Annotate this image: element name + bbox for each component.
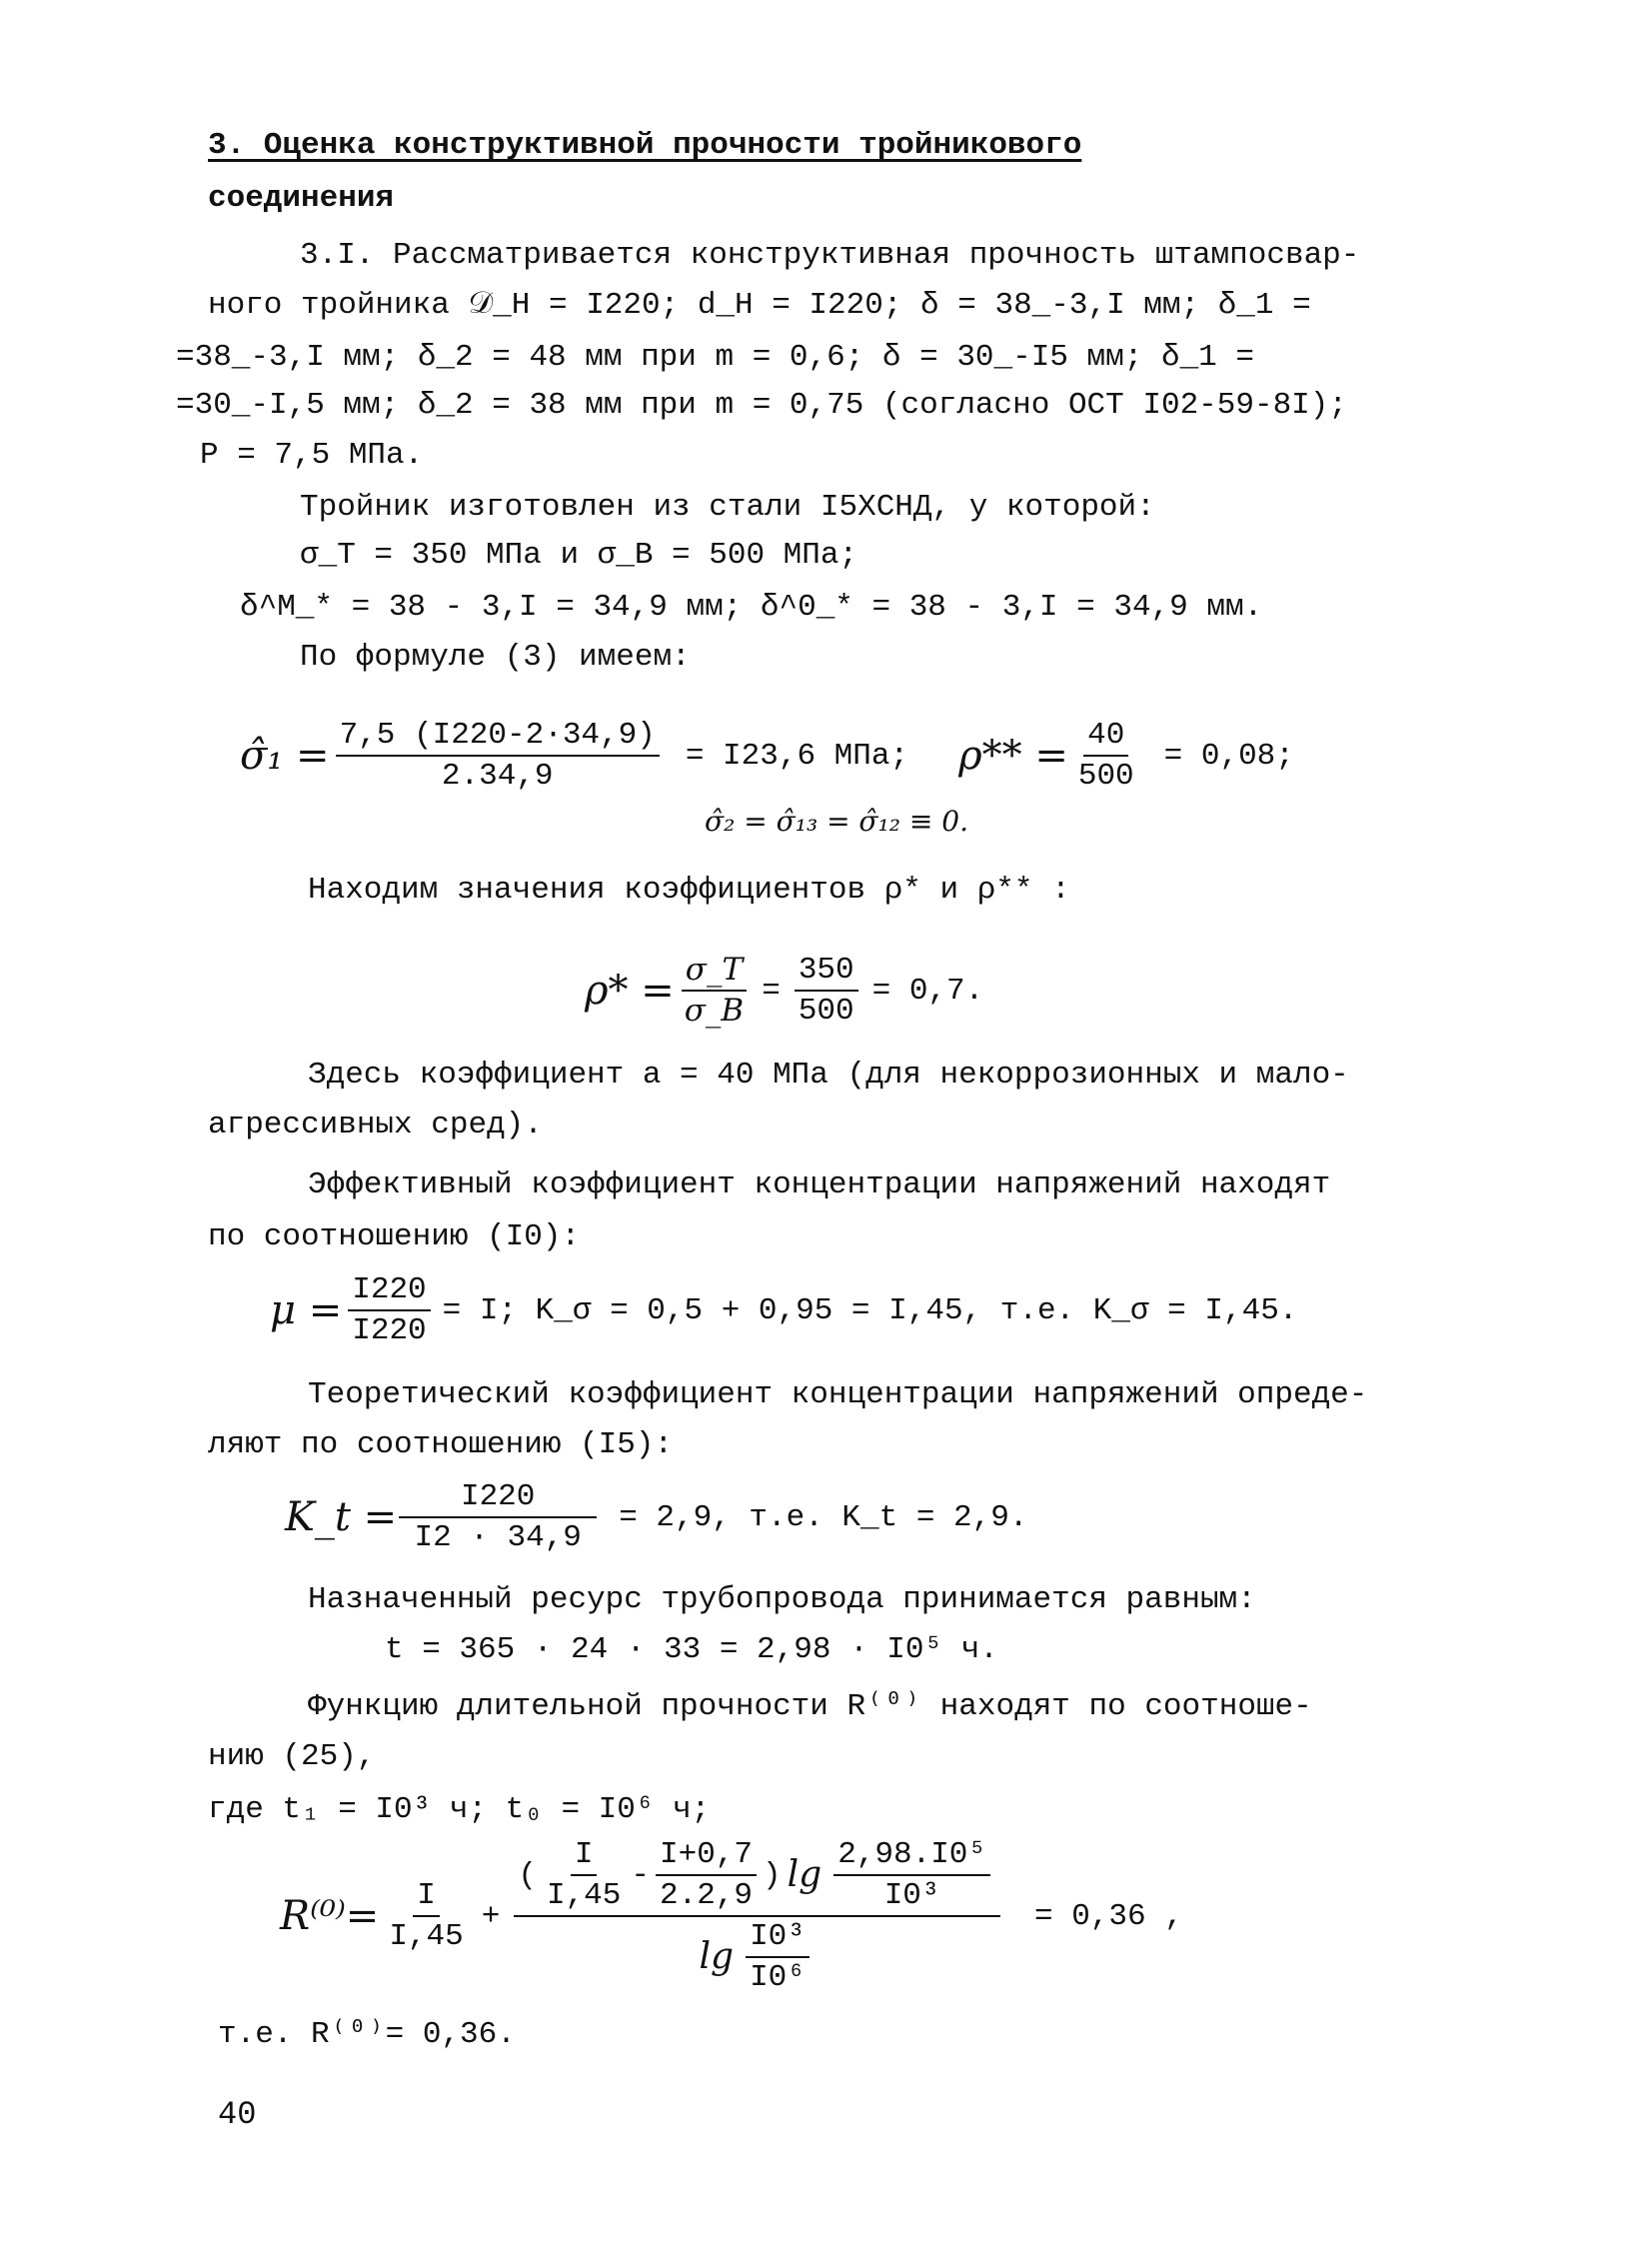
mu-denominator: I220 [352, 1313, 427, 1348]
para3-line1: Находим значения коэффициентов ρ* и ρ** : [308, 873, 1070, 908]
para7-line3: Функцию длительной прочности R⁽⁰⁾ находят по соотноше- [308, 1689, 1312, 1724]
rho2-lhs: ρ** = [958, 733, 1068, 779]
conclusion: т.е. R⁽⁰⁾= 0,36. [218, 2017, 516, 2052]
para2-line1: Тройник изготовлен из стали I5ХСНД, у которой: [300, 490, 1155, 525]
equation-r0 [280, 1839, 1183, 1993]
r0-inner-b-num: I+0,7 [656, 1839, 757, 1876]
r0-fraction1 [385, 1880, 467, 1952]
r0-inner-c-den: I0³ [883, 1878, 940, 1913]
mu-lhs: μ = [270, 1287, 343, 1333]
r0-den-num: I0³ [746, 1921, 810, 1958]
para5-line1: Эффективный коэффициент концентрации напряжений находят [308, 1167, 1331, 1202]
para7-line2: t = 365 · 24 · 33 = 2,98 · I0⁵ ч. [385, 1632, 998, 1667]
r0-inner-a-den: I,45 [546, 1878, 622, 1913]
r0-inner-c [833, 1839, 990, 1911]
para5-line2: по соотношению (I0): [208, 1219, 581, 1254]
equation-mu [270, 1274, 1297, 1346]
r0-lhs: R⁽⁰⁾= [280, 1893, 380, 1939]
kt-lhs: K_t = [285, 1494, 398, 1540]
sigma1-fraction [336, 720, 660, 792]
section-heading-line2: соединения [208, 181, 395, 216]
r0-lg2: lg [699, 1936, 735, 1977]
kt-denominator: I2 · 34,9 [414, 1520, 582, 1555]
equation-kt [285, 1481, 1027, 1553]
mu-rest: = I; K_σ = 0,5 + 0,95 = I,45, т.е. K_σ = I,45. [442, 1292, 1298, 1328]
kt-numerator: I220 [399, 1481, 597, 1518]
r0-big-fraction [514, 1839, 1000, 1993]
rho1-den2: 500 [798, 994, 854, 1029]
rho1-result: = 0,7. [871, 973, 984, 1009]
sigma1-lhs: σ̂₁ = [240, 733, 330, 779]
rho1-lhs: ρ* = [585, 968, 675, 1014]
rho1-eq: = [762, 973, 781, 1009]
para4-line1: Здесь коэффициент a = 40 МПа (для некоррозионных и мало- [308, 1058, 1349, 1093]
para4-line2: агрессивных сред). [208, 1108, 543, 1142]
kt-fraction [403, 1481, 593, 1553]
rho1-fraction-sigma [681, 952, 748, 1029]
equation-rho1 [585, 952, 984, 1029]
r0-frac1-den: I,45 [389, 1919, 464, 1954]
para1-line3: =38_-3,I мм; δ_2 = 48 мм при m = 0,6; δ = 30_-I5 мм; δ_1 = [176, 340, 1254, 375]
sigma1-numerator: 7,5 (I220-2·34,9) [336, 720, 660, 757]
rho2-result: = 0,08; [1163, 738, 1294, 774]
rho2-denominator: 500 [1077, 759, 1134, 794]
para6-line2: ляют по соотношению (I5): [208, 1427, 674, 1462]
para7-line4: нию (25), [208, 1739, 376, 1774]
r0-inner-b-den: 2.2,9 [660, 1878, 754, 1913]
r0-result: = 0,36 , [1034, 1898, 1183, 1934]
r0-inner-b [656, 1839, 757, 1911]
para1-line4: =30_-I,5 мм; δ_2 = 38 мм при m = 0,75 (согласно ОСТ I02-59-8I); [176, 388, 1347, 423]
rho1-fraction-values [795, 955, 858, 1027]
rho1-num2: 350 [795, 955, 858, 992]
mu-fraction [348, 1274, 430, 1346]
para2-line4: По формуле (3) имеем: [300, 640, 691, 675]
equation-sigma-zero: σ̂₂ = σ̂₁₃ = σ̂₁₂ ≡ 0. [705, 805, 968, 838]
r0-inner-a-num: I [571, 1839, 598, 1876]
rho2-fraction [1074, 720, 1138, 792]
para1-line1: 3.I. Рассматривается конструктивная прочность штампосвар- [300, 238, 1360, 273]
para1-line5: P = 7,5 МПа. [200, 438, 424, 473]
r0-big-numerator: ( $\frac{I}{I,45}$ - $\frac{I+0,7}{2.2,9}$ ) lg $\frac{\text{2,98.I0⁵}}{\text{I0³}}$ [514, 1839, 1000, 1917]
para1-line2: ного тройника 𝒟_H = I220; d_H = I220; δ = 38_-3,I мм; δ_1 = [208, 288, 1311, 323]
rho2-numerator: 40 [1083, 720, 1128, 757]
r0-frac1-num: I [413, 1880, 440, 1917]
r0-lg1: lg [787, 1854, 823, 1895]
rho1-num1: σ_T [682, 955, 747, 992]
para2-line3: δ^M_* = 38 - 3,I = 34,9 мм; δ^0_* = 38 - 3,I = 34,9 мм. [240, 590, 1263, 625]
rho1-den1: σ_B [684, 993, 745, 1029]
page-number: 40 [218, 2096, 257, 2133]
para2-line2: σ_T = 350 МПа и σ_B = 500 МПа; [300, 538, 858, 573]
kt-rest: = 2,9, т.е. K_t = 2,9. [619, 1499, 1028, 1535]
para7-line5: где t₁ = I0³ ч; t₀ = I0⁶ ч; [208, 1792, 711, 1827]
r0-den-den: I0⁶ [750, 1960, 806, 1995]
r0-plus: + [481, 1898, 501, 1934]
r0-inner-a [543, 1839, 625, 1911]
equation-sigma1 [240, 720, 1294, 792]
r0-den-fraction [746, 1921, 810, 1993]
mu-numerator: I220 [348, 1274, 430, 1311]
para6-line1: Теоретический коэффициент концентрации напряжений опреде- [308, 1377, 1368, 1412]
sigma1-denominator: 2.34,9 [441, 759, 554, 794]
r0-minus: - [631, 1857, 650, 1893]
r0-big-denominator [696, 1917, 820, 1993]
r0-inner-c-num: 2,98.I0⁵ [833, 1839, 990, 1876]
para7-line1: Назначенный ресурс трубопровода принимается равным: [308, 1582, 1256, 1617]
sigma1-result: = I23,6 МПа; [685, 738, 909, 774]
section-heading-line1: 3. Оценка конструктивной прочности тройникового [208, 128, 1082, 163]
